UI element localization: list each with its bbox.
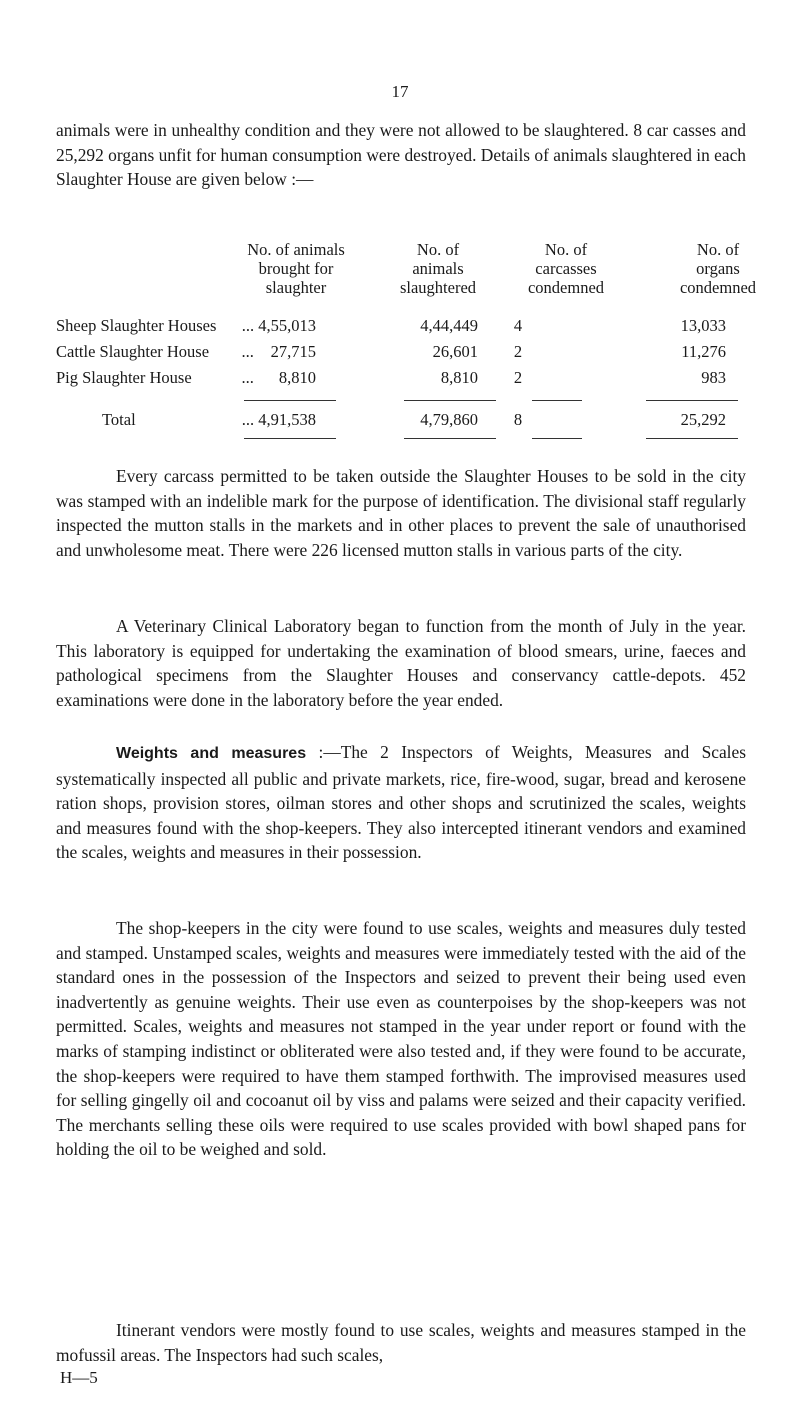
column-header-organs: No. of organs condemned <box>679 240 757 297</box>
cell-slaughtered: 26,601 <box>432 342 478 361</box>
row-label: Sheep Slaughter Houses <box>56 316 217 335</box>
cell-brought: ... 8,810 <box>241 368 316 387</box>
total-rule <box>646 438 738 439</box>
cell-organs: 11,276 <box>681 342 726 361</box>
total-rule <box>532 400 582 401</box>
total-rule <box>404 400 496 401</box>
table-total-row <box>56 410 776 430</box>
total-slaughtered: 4,79,860 <box>420 410 478 429</box>
cell-organs: 13,033 <box>680 316 726 335</box>
column-header-carcasses: No. of carcasses condemned <box>527 240 605 297</box>
cell-brought: ... 27,715 <box>241 342 316 361</box>
page-number: 17 <box>391 82 409 101</box>
cell-carcasses: 2 <box>513 368 523 387</box>
signature-mark: H—5 <box>60 1368 98 1387</box>
total-label: Total <box>102 410 136 429</box>
itinerant-paragraph: Itinerant vendors were mostly found to use scales, weights and measures stamped in the mofussil areas. The Inspectors had such scales, <box>56 1320 746 1365</box>
total-organs: 25,292 <box>680 410 726 429</box>
total-brought: ... 4,91,538 <box>241 410 316 429</box>
cell-organs: 983 <box>701 368 726 387</box>
shopkeepers-paragraph: The shop-keepers in the city were found to use scales, weights and measures duly tested and stamped. Unstamped scales, weights and measures were immediately tested with the aid of the standard ones in the possession of the Inspectors and seized to prevent their being used even inadvertently as genuine weights. Their use even as counterpoises by the shop-keepers was not permitted. Scales, weights and measures not stamped in the year under report or found with the marks of stamping indistinct or obliterated were also tested and, if they were found to be accurate, the shop-keepers were required to have them stamped forthwith. The improvised measures used for selling gingelly oil and cocoanut oil by viss and palams were seized and their capacity verified. The merchants selling these oils were required to use scales provided with bowl shaped pans for holding the oil to be weighed and sold. <box>56 918 746 1160</box>
weights-paragraph: Weights and measures :—The 2 Inspectors of Weights, Measures and Scales systematically inspected all public and private markets, rice, fire-wood, sugar, bread and kerosene ration shops, provision stores, oilman stores and other shops and scrutinized the scales, weights and measures found with the shop-keepers. They also intercepted itinerant vendors and examined the scales, weights and measures in their possession. <box>56 742 746 863</box>
row-label: Pig Slaughter House <box>56 368 192 387</box>
cell-brought: ... 4,55,013 <box>241 316 316 335</box>
total-rule <box>404 438 496 439</box>
total-rule <box>646 400 738 401</box>
cell-carcasses: 2 <box>513 342 523 361</box>
carcass-paragraph: Every carcass permitted to be taken outside the Slaughter Houses to be sold in the city was stamped with an indelible mark for the purpose of identification. The divisional staff regularly inspected the mutton stalls in the markets and in other places to prevent the sale of unauthorised and unwholesome meat. There were 226 licensed mutton stalls in various parts of the city. <box>56 466 746 560</box>
intro-paragraph: animals were in unhealthy condition and they were not allowed to be slaughtered. 8 car casses and 25,292 organs unfit for human consumption were destroyed. Details of animals slaughtered in each Slaughter House are given below :— <box>56 120 746 190</box>
column-header-brought: No. of animals brought for slaughter <box>247 240 345 297</box>
column-header-slaughtered: No. of animals slaughtered <box>399 240 477 297</box>
laboratory-paragraph: A Veterinary Clinical Laboratory began to function from the month of July in the year. This laboratory is equipped for undertaking the examination of blood smears, urine, faeces and pathological specimens from the Slaughter Houses and conservancy cattle-depots. 452 examinations were done in the laboratory before the year ended. <box>56 616 746 710</box>
cell-slaughtered: 4,44,449 <box>420 316 478 335</box>
table-row <box>56 316 776 336</box>
table-row <box>56 368 776 388</box>
total-rule <box>244 400 336 401</box>
cell-slaughtered: 8,810 <box>440 368 478 387</box>
weights-heading: Weights and measures <box>116 745 307 762</box>
cell-carcasses: 4 <box>513 316 523 335</box>
total-rule <box>532 438 582 439</box>
table-row <box>56 342 776 362</box>
total-carcasses: 8 <box>513 410 523 429</box>
row-label: Cattle Slaughter House <box>56 342 210 361</box>
total-rule <box>244 438 336 439</box>
